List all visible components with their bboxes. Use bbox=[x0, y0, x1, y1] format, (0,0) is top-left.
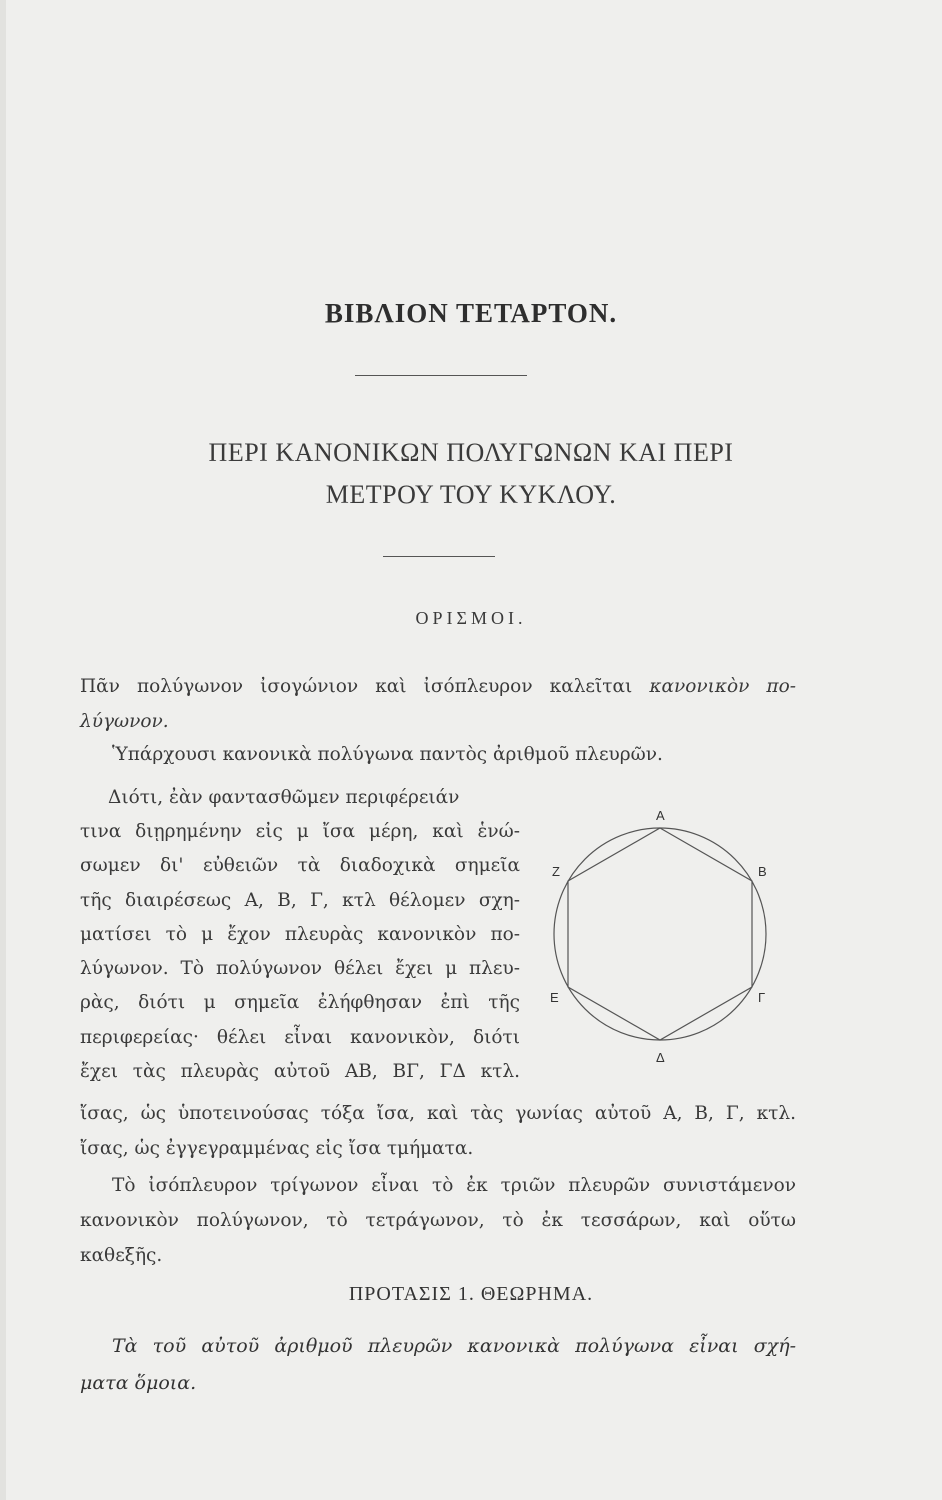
examples-line: Τὸ ἰσόπλευρον τρίγωνον εἶναι τὸ ἐκ τριῶν πλευρῶν συνιστάμενον bbox=[112, 1175, 796, 1196]
proof-line: λύγωνον. Τὸ πολύγωνον θέλει ἔχει μ πλευ- bbox=[80, 958, 520, 979]
regular-hexagon bbox=[568, 828, 752, 1040]
proof-line: ρὰς, διότι μ σημεῖα ἐλήφθησαν ἐπὶ τῆς bbox=[80, 992, 520, 1013]
vertex-label-e: Ε bbox=[550, 990, 559, 1005]
vertex-label-a: Α bbox=[656, 808, 665, 823]
proposition-text-line-1: Τὰ τοῦ αὐτοῦ ἀριθμοῦ πλευρῶν κανονικὰ πολύγωνα εἶναι σχή- bbox=[112, 1335, 796, 1357]
proof-line: Διότι, ἐὰν φαντασθῶμεν περιφέρειάν bbox=[108, 787, 460, 808]
section-heading: ΟΡΙΣΜΟΙ. bbox=[415, 608, 527, 628]
vertex-label-b: Β bbox=[758, 864, 767, 879]
definition-term: κανονικὸν πο- bbox=[649, 676, 796, 697]
circumscribed-circle bbox=[554, 828, 766, 1040]
definition-line-1 bbox=[80, 676, 796, 697]
examples-line: κανονικὸν πολύγωνον, τὸ τετράγωνον, τὸ ἐκ τεσσάρων, καὶ οὕτω bbox=[80, 1210, 796, 1231]
chapter-title-line-1: ΠΕΡΙ ΚΑΝΟΝΙΚΩΝ ΠΟΛΥΓΩΝΩΝ ΚΑΙ ΠΕΡΙ bbox=[208, 438, 734, 467]
proof-line: σωμεν δι' εὐθειῶν τὰ διαδοχικὰ σημεῖα bbox=[80, 855, 520, 876]
definition-line-2 bbox=[80, 711, 169, 732]
proof-line-wide: ἴσας, ὡς ὑποτεινούσας τόξα ἴσα, καὶ τὰς γωνίας αὐτοῦ Α, Β, Γ, κτλ. bbox=[80, 1103, 796, 1124]
proof-line: τινα διῃρημένην εἰς μ ἴσα μέρη, καὶ ἑνώ- bbox=[80, 821, 520, 842]
examples-line: καθεξῆς. bbox=[80, 1245, 163, 1266]
hexagon-figure bbox=[540, 800, 800, 1070]
vertex-label-d: Δ bbox=[656, 1050, 665, 1065]
proof-line: ἔχει τὰς πλευρὰς αὐτοῦ ΑΒ, ΒΓ, ΓΔ κτλ. bbox=[80, 1061, 520, 1082]
proof-line-wide: ἴσας, ὡς ἐγγεγραμμένας εἰς ἴσα τμήματα. bbox=[80, 1138, 474, 1159]
existence-statement: Ὑπάρχουσι κανονικὰ πολύγωνα παντὸς ἀριθμοῦ πλευρῶν. bbox=[112, 744, 663, 765]
vertex-label-g: Γ bbox=[758, 990, 766, 1005]
proof-line: ματίσει τὸ μ ἔχον πλευρὰς κανονικὸν πο- bbox=[80, 924, 520, 945]
chapter-divider bbox=[383, 556, 495, 557]
proposition-text-line-2: ματα ὅμοια. bbox=[80, 1372, 197, 1394]
proposition-heading: ΠΡΟΤΑΣΙΣ 1. ΘΕΩΡΗΜΑ. bbox=[348, 1283, 594, 1305]
book-title: ΒΙΒΛΙΟΝ ΤΕΤΑΡΤΟΝ. bbox=[324, 298, 618, 328]
title-divider bbox=[355, 375, 527, 376]
definition-term-end: λύγωνον. bbox=[80, 711, 169, 732]
vertex-label-z: Ζ bbox=[552, 864, 560, 879]
definition-text: Πᾶν πολύγωνον ἰσογώνιον καὶ ἰσόπλευρον καλεῖται bbox=[80, 676, 633, 697]
proof-line: περιφερείας· θέλει εἶναι κανονικὸν, διότι bbox=[80, 1027, 520, 1048]
proof-line: τῆς διαιρέσεως Α, Β, Γ, κτλ θέλομεν σχη- bbox=[80, 890, 520, 911]
chapter-title-line-2: ΜΕΤΡΟΥ ΤΟΥ ΚΥΚΛΟΥ. bbox=[325, 480, 617, 509]
